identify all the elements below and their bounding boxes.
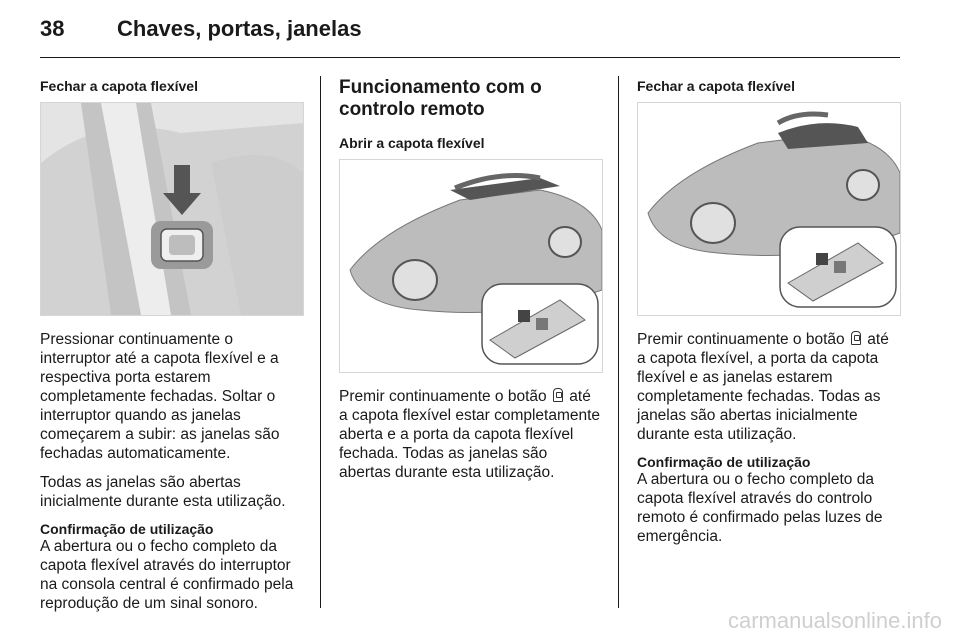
confirmation-text-1: A abertura ou o fecho completo da capota flexível através do interruptor na consola central é confirmado pela reprodução de um sinal sonoro. [40,538,294,612]
watermark: carmanualsonline.info [727,608,942,633]
section-heading-open-roof: Abrir a capota flexível [339,135,485,151]
car-close-roof-illustration [637,102,901,316]
section-heading-close-roof-remote: Fechar a capota flexível [637,78,795,94]
soft-top-key-button-icon [851,331,861,345]
column-divider-1 [320,76,321,608]
column-divider-2 [618,76,619,608]
column-3 [637,68,899,556]
column-1 [40,68,302,623]
confirmation-heading-2: Confirmação de utilização [637,454,811,470]
para-open-remote: Premir continuamente o botão até a capota flexível estar completamente aberta e a porta da capota flexível fechada. Todas as janelas são abertas durante esta utilização. [339,388,601,481]
page-number: 38 [40,16,65,41]
para-windows-open: Todas as janelas são abertas inicialmente durante esta utilização. [40,474,286,510]
confirmation-heading-1: Confirmação de utilização [40,521,214,537]
header-rule [40,57,900,58]
car-open-roof-illustration [339,159,603,373]
soft-top-key-button-icon [553,388,563,402]
column-2 [339,68,601,492]
confirmation-text-2: A abertura ou o fecho completo da capota flexível através do controlo remoto é confirmado pelas luzes de emergência. [637,471,883,545]
page-title: Chaves, portas, janelas [117,16,362,41]
para-close-switch: Pressionar continuamente o interruptor até a capota flexível e a respectiva porta estarem completamente fechadas. Soltar o interruptor quando as janelas começarem a subir: as janelas são fechadas automaticamente. [40,331,280,462]
para-close-remote: Premir continuamente o botão até a capota flexível, a porta da capota flexível e as janelas estarem completamente fechadas. Todas as janelas são abertas inicialmente durante esta utilização. [637,331,889,443]
center-console-switch-illustration [40,102,304,316]
section-title-remote-control: Funcionamento com o controlo remoto [339,77,542,120]
section-heading-close-roof-switch: Fechar a capota flexível [40,78,198,94]
